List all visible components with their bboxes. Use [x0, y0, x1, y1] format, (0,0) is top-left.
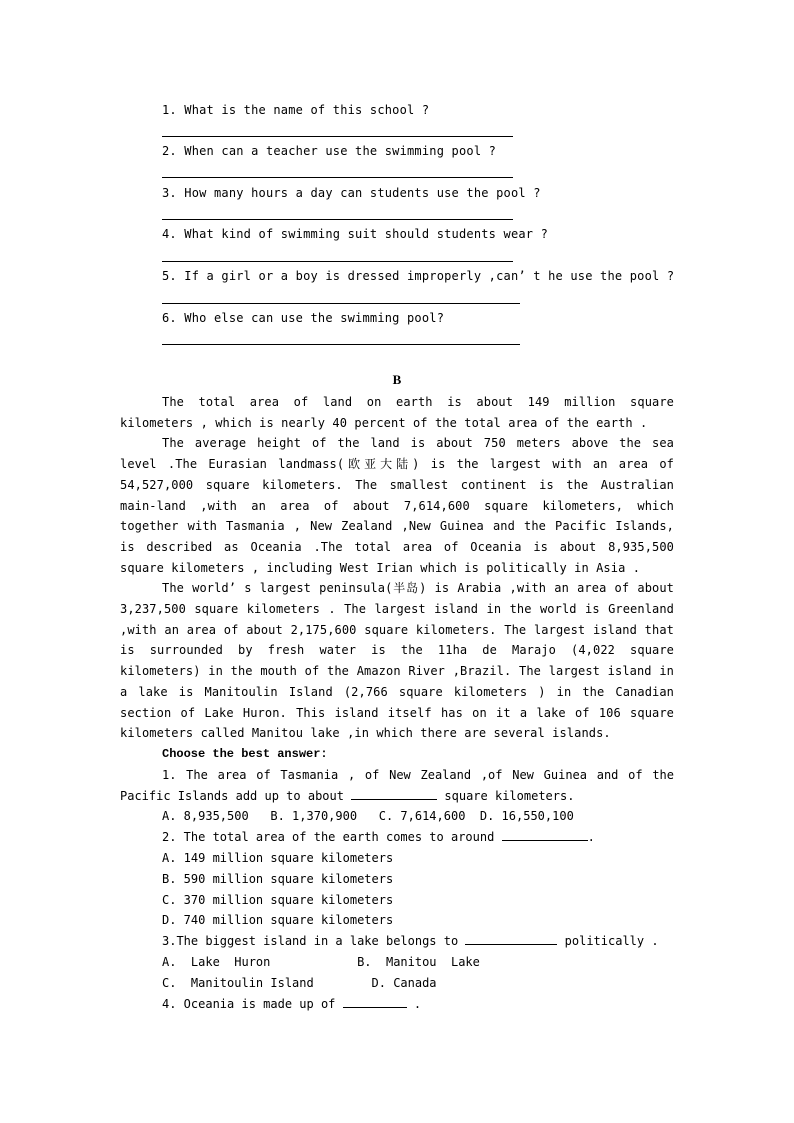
answer-line-6[interactable]	[162, 344, 520, 345]
mcq-question-1	[120, 765, 674, 807]
passage-paragraph-2: The average height of the land is about 750 meters above the sea level .The Eurasian landmass(欧亚大陆) is the largest with an area of 54,527,000 square kilometers. The smallest continent is the Australian main-land ,with an area of about 7,614,600 square kilometers, which together with Tasmania , New Zealand ,New Guinea and the Pacific Islands, is described as Oceania .The total area of Oceania is about 8,935,500 square kilometers , including West Irian which is politically in Asia .	[120, 436, 674, 575]
answer-line-1[interactable]	[162, 136, 513, 137]
answer-line-4[interactable]	[162, 261, 513, 262]
mcq-question-3	[162, 931, 674, 952]
mcq-3-options-row-2[interactable]: C. Manitoulin Island D. Canada	[162, 975, 437, 990]
mcq-heading: Choose the best answer:	[162, 747, 328, 761]
mcq-3-options-row-1[interactable]: A. Lake Huron B. Manitou Lake	[162, 954, 480, 969]
question-1: 1. What is the name of this school ?	[162, 103, 430, 117]
mcq-4-stem-after: .	[406, 996, 422, 1011]
mcq-1-stem-after: square kilometers.	[437, 788, 575, 803]
question-5: 5. If a girl or a boy is dressed improperly ,can’ t he use the pool ?	[162, 269, 675, 283]
mcq-question-4	[162, 994, 674, 1015]
mcq-3-blank[interactable]	[465, 932, 557, 945]
mcq-2-option-d[interactable]: D. 740 million square kilometers	[162, 913, 394, 928]
mcq-1-options[interactable]: A. 8,935,500 B. 1,370,900 C. 7,614,600 D. 16,550,100	[162, 809, 574, 824]
mcq-4-stem-before: 4. Oceania is made up of	[162, 996, 343, 1011]
question-3: 3. How many hours a day can students use the pool ?	[162, 186, 541, 200]
question-6: 6. Who else can use the swimming pool?	[162, 311, 445, 325]
mcq-3-stem-after: politically .	[557, 934, 659, 949]
question-2: 2. When can a teacher use the swimming pool ?	[162, 144, 497, 158]
mcq-2-stem-before: 2. The total area of the earth comes to around	[162, 830, 502, 845]
answer-line-2[interactable]	[162, 177, 513, 178]
answer-line-3[interactable]	[162, 219, 513, 220]
section-title: B	[392, 372, 402, 387]
mcq-1-stem-before: 1. The area of Tasmania , of New Zealand ,of New Guinea and of the Pacific Islands add up to about	[120, 767, 674, 803]
mcq-question-2	[120, 827, 674, 848]
answer-line-5[interactable]	[162, 303, 520, 304]
passage-paragraph-1: The total area of land on earth is about 149 million square kilometers , which is nearly 40 percent of the total area of the earth .	[120, 395, 674, 430]
reading-passage	[120, 392, 674, 744]
mcq-2-option-b[interactable]: B. 590 million square kilometers	[162, 871, 394, 886]
mcq-2-option-c[interactable]: C. 370 million square kilometers	[162, 892, 394, 907]
mcq-3-stem-before: 3.The biggest island in a lake belongs to	[162, 934, 466, 949]
mcq-2-blank[interactable]	[502, 828, 588, 841]
mcq-2-option-a[interactable]: A. 149 million square kilometers	[162, 850, 394, 865]
question-4: 4. What kind of swimming suit should students wear ?	[162, 227, 549, 241]
mcq-2-stem-after: .	[587, 830, 595, 845]
mcq-4-blank[interactable]	[343, 995, 407, 1008]
passage-paragraph-3: The world’ s largest peninsula(半岛) is Arabia ,with an area of about 3,237,500 square kilometers . The largest island in the world is Greenland ,with an area of about 2,175,600 square kilometers. The largest island that is surrounded by fresh water is the 11ha de Marajo (4,022 square kilometers) in the mouth of the Amazon River ,Brazil. The largest island in a lake is Manitoulin Island (2,766 square kilometers ) in the Canadian section of Lake Huron. This island itself has on it a lake of 106 square kilometers called Manitou lake ,in which there are several islands.	[120, 581, 674, 741]
multiple-choice-section	[120, 744, 674, 1014]
mcq-1-blank[interactable]	[351, 787, 437, 800]
